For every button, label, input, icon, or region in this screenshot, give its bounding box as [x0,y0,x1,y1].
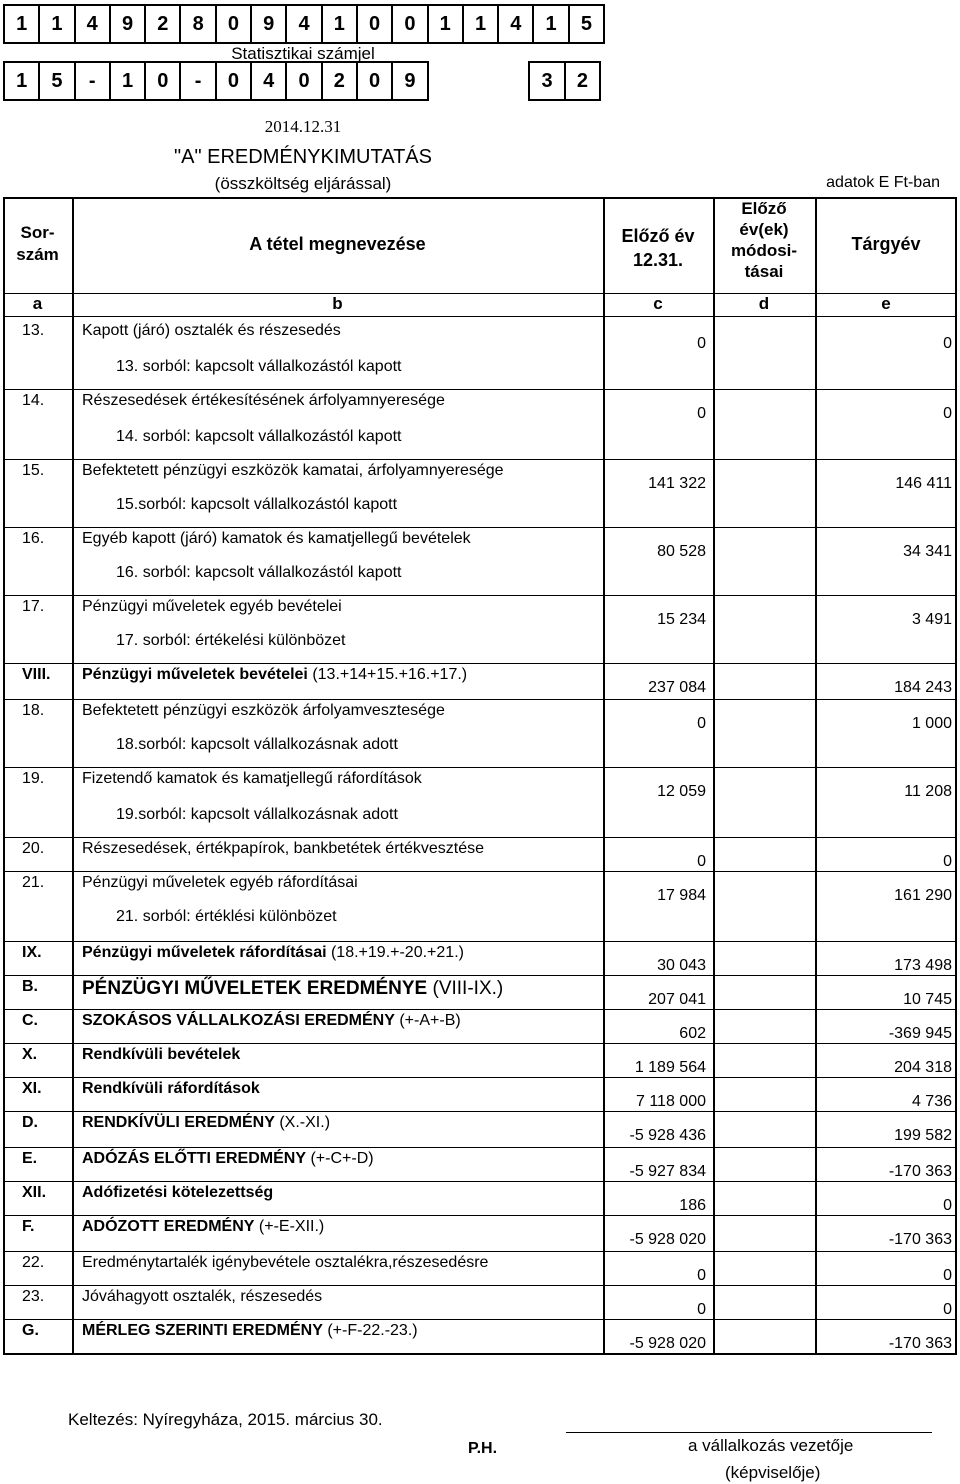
row-number: XII. [22,1184,47,1201]
row-number: 21. [22,874,45,891]
row-label-text: (18.+19.+-20.+21.) [326,944,464,961]
value-previous-year: 17 984 [657,887,706,904]
letter-a: a [32,294,43,313]
row-number: 20. [22,840,45,857]
stat-code-digit: 1 [428,5,463,43]
value-previous-year: 15 234 [657,611,706,628]
value-current-year: -170 363 [888,1335,952,1352]
row-divider [3,941,957,942]
tax-code-digit: 3 [529,62,564,100]
row-label [82,392,445,410]
row-label-bold: MÉRLEG SZERINTI EREDMÉNY [82,1322,323,1339]
value-current-year: -170 363 [888,1163,952,1180]
row-label [116,736,398,754]
letter-b: b [332,294,343,313]
row-label [82,874,358,892]
value-previous-year: 80 528 [657,543,706,560]
row-number: 13. [22,322,45,339]
row-label [82,1080,260,1098]
value-current-year: 0 [943,853,952,870]
row-label [82,978,503,1000]
row-label-text: Részesedések, értékpapírok, bankbetétek értékvesztése [82,840,484,857]
row-divider [3,1215,957,1216]
stat-code-digit: 0 [392,5,427,43]
value-current-year: 161 290 [894,887,952,904]
row-label-text: (+-C+-D) [306,1150,374,1167]
value-previous-year: -5 928 020 [629,1231,706,1248]
row-label-text: Kapott (járó) osztalék és részesedés [82,322,341,339]
row-label [116,908,337,926]
signature-line [566,1432,932,1433]
row-label-text: Eredménytartalék igénybevétele osztalékra,részesedésre [82,1254,489,1271]
row-label [82,770,422,788]
tax-code-digit: 2 [565,62,600,100]
value-previous-year: 602 [679,1025,706,1042]
row-number: F. [22,1218,35,1235]
row-label-bold: Adófizetési kötelezettség [82,1184,274,1201]
value-current-year: 4 736 [911,1093,952,1110]
row-label-text: Egyéb kapott (járó) kamatok és kamatjellegű bevételek [82,530,471,547]
row-label-text: 21. sorból: értéklési különbözet [116,908,337,925]
row-divider [3,871,957,872]
row-label-text: (+-F-22.-23.) [322,1322,418,1339]
row-label [82,1150,374,1168]
value-previous-year: 30 043 [657,957,706,974]
row-divider [3,837,957,838]
row-label-text: 19.sorból: kapcsolt vállalkozásnak adott [116,806,398,823]
row-number: X. [22,1046,38,1063]
row-label [82,1114,330,1132]
value-current-year: 3 491 [911,611,952,628]
value-current-year: 11 208 [904,783,952,800]
report-date: 2014.12.31 [264,117,342,136]
signer-label: a vállalkozás vezetője [688,1436,854,1455]
header-c: Előző év 12.31. [621,226,695,270]
value-previous-year: 207 041 [648,991,706,1008]
tax-code-gap [462,62,495,100]
row-label-bold: PÉNZÜGYI MŰVELETEK EREDMÉNYE [82,978,428,999]
row-number: D. [22,1114,38,1131]
row-label-text: 16. sorból: kapcsolt vállalkozástól kapott [116,564,402,581]
value-previous-year: -5 928 436 [629,1127,706,1144]
report-subtitle: (összköltség eljárással) [214,174,392,193]
row-label [82,1288,322,1306]
row-number: VIII. [22,666,51,683]
value-current-year: 173 498 [894,957,952,974]
row-label-bold: Rendkívüli bevételek [82,1046,241,1063]
row-label [82,666,467,684]
row-label-text: 14. sorból: kapcsolt vállalkozástól kapott [116,428,402,445]
stat-code-boxes [3,4,605,44]
unit-label: adatok E Ft-ban [826,174,940,191]
header-a: Sor- szám [16,223,59,264]
tax-code-digit: - [180,62,215,100]
row-divider [3,663,957,664]
tax-code-digit: 1 [4,62,39,100]
letter-c: c [653,294,663,313]
row-number: E. [22,1150,38,1167]
row-number: XI. [22,1080,42,1097]
tax-code-digit: 1 [110,62,145,100]
row-number: 15. [22,462,45,479]
value-previous-year: 186 [679,1197,706,1214]
row-label [82,1322,418,1340]
row-label [82,840,484,858]
row-label [82,530,471,548]
value-previous-year: 141 322 [648,475,706,492]
row-divider [3,1147,957,1148]
row-label-text: 18.sorból: kapcsolt vállalkozásnak adott [116,736,398,753]
value-current-year: 0 [943,335,952,352]
row-number: 16. [22,530,45,547]
row-label-text: (VIII-IX.) [427,978,504,999]
value-current-year: -369 945 [888,1025,952,1042]
row-label [82,944,464,962]
value-previous-year: 0 [697,335,706,352]
value-current-year: 0 [943,1197,952,1214]
row-divider [3,1111,957,1112]
row-label-text: Jóváhagyott osztalék, részesedés [82,1288,323,1305]
row-number: 22. [22,1254,45,1271]
row-label-text: (13.+14+15.+16.+17.) [307,666,468,683]
row-label [116,564,401,582]
letter-e: e [881,294,891,313]
stat-code-digit: 0 [216,5,251,43]
row-divider [3,459,957,460]
row-label-text: Fizetendő kamatok és kamatjellegű ráfordítások [82,770,422,787]
row-number: 19. [22,770,45,787]
stat-code-digit: 1 [533,5,568,43]
row-divider [3,975,957,976]
row-label-bold: Rendkívüli ráfordítások [82,1080,260,1097]
tax-code-boxes [3,61,601,101]
value-current-year: 34 341 [903,543,952,560]
tax-code-digit: 9 [392,62,427,100]
row-label [82,1012,461,1030]
row-divider [3,1181,957,1182]
row-label-bold: RENDKÍVÜLI EREDMÉNY [82,1114,275,1131]
tax-code-digit: 4 [251,62,286,100]
row-number: 14. [22,392,45,409]
row-label [82,1218,324,1236]
tax-code-digit: 5 [39,62,74,100]
row-divider [3,767,957,768]
report-title: "A" EREDMÉNYKIMUTATÁS [174,146,432,168]
row-label [82,1254,488,1272]
stat-code-digit: 1 [463,5,498,43]
row-label [116,428,401,446]
row-divider [3,699,957,700]
row-label [116,358,401,376]
row-divider [3,1285,957,1286]
letters-divider [3,316,957,317]
stat-code-label: Statisztikai számjel [231,44,375,63]
row-label [82,702,445,720]
value-previous-year: 237 084 [648,679,706,696]
value-previous-year: 12 059 [657,783,706,800]
row-number: G. [22,1322,39,1339]
value-previous-year: 1 189 564 [634,1059,706,1076]
value-previous-year: 0 [697,1301,706,1318]
row-label-text: Pénzügyi műveletek egyéb bevételei [82,598,342,615]
stat-code-digit: 5 [569,5,604,43]
value-previous-year: -5 927 834 [629,1163,706,1180]
row-label [82,598,342,616]
tax-code-digit: 0 [286,62,321,100]
row-number: 23. [22,1288,45,1305]
row-label [82,322,341,340]
row-label [116,632,345,650]
stat-code-digit: 1 [39,5,74,43]
stat-code-digit: 1 [4,5,39,43]
stat-code-digit: 2 [145,5,180,43]
row-number: 17. [22,598,45,615]
row-label [82,462,504,480]
value-current-year: 10 745 [903,991,952,1008]
row-label-text: 15.sorból: kapcsolt vállalkozástól kapott [116,496,398,513]
tax-code-digit: - [75,62,110,100]
stat-code-digit: 4 [286,5,321,43]
row-label [116,496,397,514]
tax-code-digit: 2 [322,62,357,100]
stat-code-digit: 4 [498,5,533,43]
value-previous-year: 0 [697,405,706,422]
tax-code-digit: 0 [145,62,180,100]
row-label [82,1046,240,1064]
row-label-bold: SZOKÁSOS VÁLLALKOZÁSI EREDMÉNY [82,1012,395,1029]
value-current-year: -170 363 [888,1231,952,1248]
row-divider [3,1009,957,1010]
value-current-year: 1 000 [911,715,952,732]
row-divider [3,1319,957,1320]
row-label-bold: Pénzügyi műveletek ráfordításai [82,944,327,961]
row-number: C. [22,1012,38,1029]
value-previous-year: -5 928 020 [629,1335,706,1352]
header-e: Tárgyév [851,234,921,254]
row-divider [3,389,957,390]
place-date: Keltezés: Nyíregyháza, 2015. március 30. [68,1410,383,1429]
row-label-text: 13. sorból: kapcsolt vállalkozástól kapott [116,358,402,375]
row-label-text: 17. sorból: értékelési különbözet [116,632,346,649]
tax-code-digit: 0 [216,62,251,100]
tax-code-gap [428,62,462,100]
stat-code-digit: 1 [322,5,357,43]
stat-code-digit: 8 [180,5,215,43]
stat-code-digit: 4 [75,5,110,43]
value-current-year: 0 [943,1267,952,1284]
ph-label: P.H. [468,1440,498,1457]
header-d: Előző év(ek) módosi- tásai [730,199,798,281]
row-label-text: (+-E-XII.) [254,1218,325,1235]
value-previous-year: 7 118 000 [636,1093,706,1110]
row-divider [3,1077,957,1078]
row-label-text: Befektetett pénzügyi eszközök árfolyamvesztesége [82,702,445,719]
value-current-year: 146 411 [895,475,952,492]
row-label-bold: ADÓZOTT EREDMÉNY [82,1218,255,1235]
signer-label-2: (képviselője) [725,1463,821,1482]
row-label-text: Befektetett pénzügyi eszközök kamatai, árfolyamnyeresége [82,462,504,479]
row-divider [3,595,957,596]
value-previous-year: 0 [697,1267,706,1284]
row-label-text: Részesedések értékesítésének árfolyamnyeresége [82,392,445,409]
letter-d: d [758,294,770,313]
stat-code-digit: 9 [251,5,286,43]
stat-code-digit: 0 [357,5,392,43]
row-label-bold: ADÓZÁS ELŐTTI EREDMÉNY [82,1150,307,1167]
value-current-year: 204 318 [894,1059,952,1076]
row-divider [3,527,957,528]
row-number: 18. [22,702,45,719]
row-label [82,1184,273,1202]
row-divider [3,1251,957,1252]
row-label-text: (+-A+-B) [394,1012,461,1029]
value-current-year: 0 [943,405,952,422]
tax-code-gap [495,62,529,100]
value-current-year: 0 [943,1301,952,1318]
row-label [116,806,398,824]
value-current-year: 199 582 [894,1127,952,1144]
row-label-text: (X.-XI.) [274,1114,331,1131]
row-label-bold: Pénzügyi műveletek bevételei [82,666,308,683]
value-previous-year: 0 [697,853,706,870]
value-previous-year: 0 [697,715,706,732]
row-label-text: Pénzügyi műveletek egyéb ráfordításai [82,874,358,891]
value-current-year: 184 243 [894,679,952,696]
stat-code-digit: 9 [110,5,145,43]
row-number: IX. [22,944,42,961]
header-b: A tétel megnevezése [249,234,426,254]
tax-code-digit: 0 [357,62,392,100]
row-number: B. [22,978,38,995]
row-divider [3,1043,957,1044]
